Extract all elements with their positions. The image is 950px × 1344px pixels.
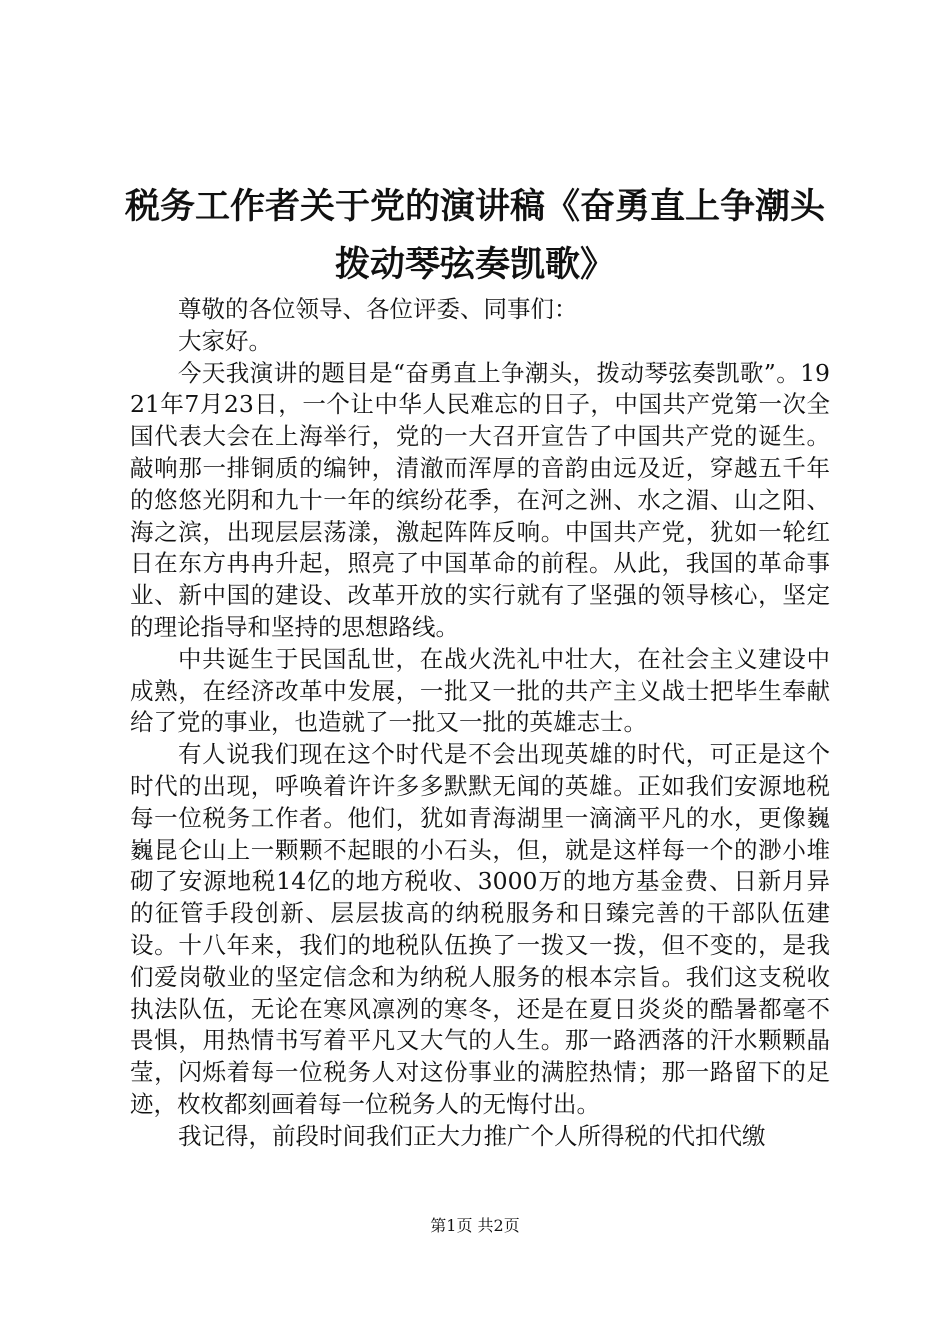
body-paragraph: 中共诞生于民国乱世，在战火洗礼中壮大，在社会主义建设中成熟，在经济改革中发展，一批又一批的共产主义战士把毕生奉献给了党的事业，也造就了一批又一批的英雄志士。 <box>130 644 830 737</box>
title-line-2: 拨动琴弦奏凯歌》 <box>334 245 615 285</box>
document-body <box>130 294 830 1153</box>
salutation: 尊敬的各位领导、各位评委、同事们： <box>178 295 578 323</box>
greeting: 大家好。 <box>178 326 272 355</box>
body-paragraph: 我记得，前段时间我们正大力推广个人所得税的代扣代缴 <box>178 1121 766 1150</box>
body-paragraph: 今天我演讲的题目是“奋勇直上争潮头，拨动琴弦奏凯歌”。1921年7月23日，一个让中华人民难忘的日子，中国共产党第一次全国代表大会在上海举行，党的一大召开宣告了中国共产党的诞生。敲响那一排铜质的编钟，清澈而浑厚的音韵由远及近，穿越五千年的悠悠光阴和九十一年的缤纷花季，在河之洲、水之湄、山之阳、海之滨，出现层层荡漾，激起阵阵反响。中国共产党，犹如一轮红日在东方冉冉升起，照亮了中国革命的前程。从此，我国的革命事业、新中国的建设、改革开放的实行就有了坚强的领导核心，坚定的理论指导和坚持的思想路线。 <box>130 358 830 641</box>
document-title <box>110 178 840 294</box>
title-line-1: 税务工作者关于党的演讲稿《奋勇直上争潮头 <box>124 187 825 227</box>
body-paragraph: 有人说我们现在这个时代是不会出现英雄的时代，可正是这个时代的出现，呼唤着许许多多默默无闻的英雄。正如我们安源地税每一位税务工作者。他们，犹如青海湖里一滴滴平凡的水，更像巍巍昆仑山上一颗颗不起眼的小石头，但，就是这样每一个的渺小堆砌了安源地税14亿的地方税收、3000万的地方基金费、日新月异的征管手段创新、层层拔高的纳税服务和日臻完善的干部队伍建设。十八年来，我们的地税队伍换了一拨又一拨，但不变的，是我们爱岗敬业的坚定信念和为纳税人服务的根本宗旨。我们这支税收执法队伍，无论在寒风凛冽的寒冬，还是在夏日炎炎的酷暑都毫不畏惧，用热情书写着平凡又大气的人生。那一路洒落的汗水颗颗晶莹，闪烁着每一位税务人对这份事业的满腔热情；那一路留下的足迹，枚枚都刻画着每一位税务人的无悔付出。 <box>130 740 830 1118</box>
page-number-footer: 第1页 共2页 <box>430 1216 520 1235</box>
